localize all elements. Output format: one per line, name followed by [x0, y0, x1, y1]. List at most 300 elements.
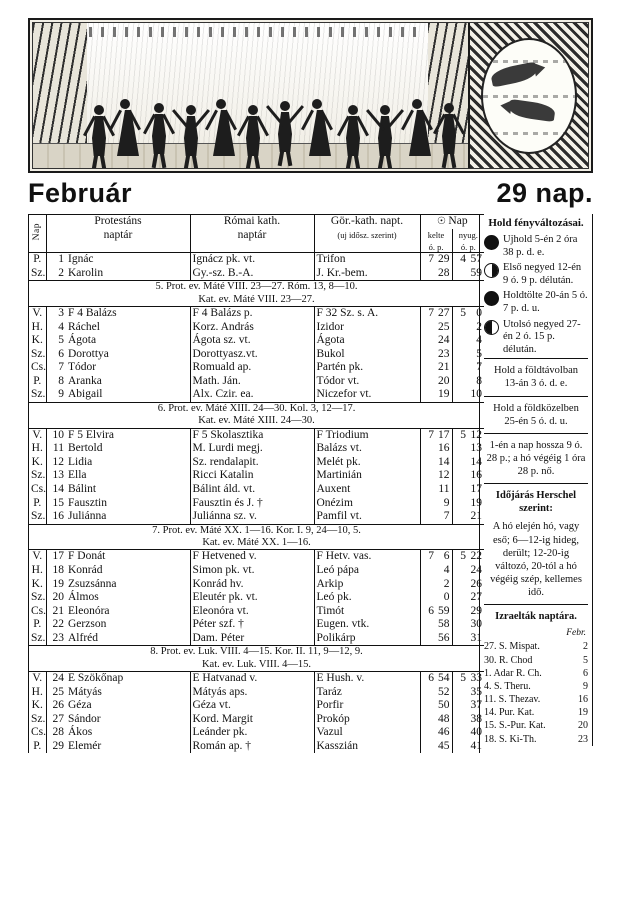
day-abbrev: K.: [29, 699, 46, 713]
weekly-lectionary-note: [29, 646, 484, 672]
sunrise-hour: [420, 699, 436, 713]
roman-name: Kord. Margit: [190, 713, 314, 727]
israelite-entry-label: 27. S. Mispat.: [484, 641, 540, 653]
day-number: 17: [46, 550, 66, 564]
israelite-calendar-row: [484, 719, 588, 732]
roman-name: Math. Ján.: [190, 375, 314, 389]
header-sunrise: kelte: [420, 229, 452, 243]
day-number: 10: [46, 428, 66, 442]
moon-phase-row: [484, 234, 588, 259]
sunrise-hour: [420, 713, 436, 727]
sunset-minute: 41: [470, 739, 483, 752]
sunrise-minute: 19: [436, 388, 452, 402]
sunrise-hour: [420, 632, 436, 646]
israelite-entry-value: 5: [583, 654, 588, 666]
greek-name: F 32 Sz. s. A.: [314, 307, 420, 321]
sunset-hour: 5: [452, 672, 468, 686]
israelite-entry-value: 16: [578, 694, 588, 706]
greek-name: F Triodium: [314, 428, 420, 442]
greek-name: E Hush. v.: [314, 672, 420, 686]
day-abbrev: V.: [29, 307, 46, 321]
protestant-name: F 5 Elvira: [66, 428, 190, 442]
table-row: [29, 334, 484, 348]
header-illustration: [28, 18, 593, 173]
month-title-row: [28, 178, 593, 209]
table-row: [29, 740, 484, 754]
fish-icon: [490, 61, 539, 87]
sunset-minute: 38: [470, 712, 483, 725]
first-quarter-icon: [484, 263, 499, 278]
sunset-hour: [452, 713, 468, 727]
table-row: [29, 713, 484, 727]
day-abbrev: V.: [29, 672, 46, 686]
sunset-hour: 4: [460, 253, 466, 266]
israelite-calendar-row: [484, 654, 588, 667]
sunset-hour: [452, 632, 468, 646]
sunrise-hour: 7: [420, 307, 436, 321]
table-row: [29, 375, 484, 389]
sunset-hour: [452, 469, 468, 483]
sunrise-minute: 48: [436, 713, 452, 727]
israelite-entry-value: 6: [583, 667, 588, 679]
day-number: 2: [58, 266, 64, 279]
day-number: 11: [52, 442, 64, 455]
israelite-title: Izraelták naptára.: [495, 611, 577, 623]
sunset-hour: [452, 267, 468, 281]
roman-name: Konrád hv.: [190, 578, 314, 592]
weather-title: Időjárás Herschel szerint:: [495, 490, 577, 515]
sunset-minute: 29: [470, 604, 483, 617]
sunrise-hour: [420, 456, 436, 470]
sunrise-minute: 9: [436, 497, 452, 511]
new-moon-icon: [484, 235, 499, 250]
greek-name: Leó pk.: [314, 591, 420, 605]
sunset-minute: 22: [468, 550, 484, 564]
table-header-row-2: [29, 229, 484, 243]
zodiac-disc: [481, 38, 577, 154]
protestant-name: Konrád: [66, 564, 190, 578]
sunrise-minute: 20: [436, 375, 452, 389]
sunrise-minute: 23: [436, 348, 452, 362]
day-abbrev: Sz.: [29, 510, 46, 524]
sunrise-minute: 16: [436, 442, 452, 456]
roman-name: Ricci Katalin: [190, 469, 314, 483]
protestant-name: Ella: [66, 469, 190, 483]
greek-name: F Hetv. vas.: [314, 550, 420, 564]
day-number: 18: [52, 563, 64, 576]
sunrise-minute: 0: [436, 591, 452, 605]
israelite-entry-value: 20: [578, 720, 588, 732]
greek-name: Ágota: [314, 334, 420, 348]
day-number: 27: [52, 712, 64, 725]
protestant-name: Dorottya: [66, 348, 190, 362]
israelite-entry-label: 15. S.-Pur. Kat.: [484, 720, 546, 732]
greek-name: Timót: [314, 605, 420, 619]
sidebar: [480, 214, 593, 746]
protestant-name: Zsuzsánna: [66, 578, 190, 592]
weekly-lectionary-note: [29, 281, 484, 307]
sunset-minute: 40: [470, 726, 483, 739]
weather-text: A hó elején hó, vagy eső; 6—12-ig hideg, derült; 12-20-ig változó, 20-tól a hó végéig szép, kellemes idő.: [490, 521, 582, 599]
sunset-minute: 37: [470, 699, 483, 712]
roman-name: Ignácz pk. vt.: [190, 253, 314, 267]
greek-name: Niczefor vt.: [314, 388, 420, 402]
sunset-minute: 13: [470, 442, 483, 455]
sunset-hour: [452, 456, 468, 470]
roman-name: Fausztin és J. †: [190, 497, 314, 511]
roman-name: Juliánna sz. v.: [190, 510, 314, 524]
protestant-name: Aranka: [66, 375, 190, 389]
day-abbrev: Sz.: [29, 632, 46, 646]
header-nap: Nap: [29, 215, 46, 253]
header-greek: Gör.-kath. napt.: [314, 215, 420, 229]
protestant-name: Ráchel: [66, 321, 190, 335]
sunset-minute: 12: [468, 428, 484, 442]
protestant-name: Abigail: [66, 388, 190, 402]
sunrise-minute: 24: [436, 334, 452, 348]
sunset-minute: 14: [470, 455, 483, 468]
sunset-hour: [452, 375, 468, 389]
sunset-hour: [452, 388, 468, 402]
sunrise-hour: 7: [420, 550, 436, 564]
day-number: 26: [52, 699, 64, 712]
header-sun: ☉ Nap: [436, 215, 468, 227]
header-sunrise-units: ó. p.: [420, 242, 452, 253]
header-roman-2: naptár: [190, 229, 314, 243]
table-row: [29, 348, 484, 362]
protestant-name: Bertold: [66, 442, 190, 456]
sunrise-minute: 52: [436, 686, 452, 700]
table-header-row: [29, 215, 484, 229]
moon-phase-row: [484, 262, 588, 287]
sunrise-minute: 6: [436, 550, 452, 564]
note-apogee: Hold a földtávolban 13-án 3 ó. d. e.: [494, 365, 578, 390]
protestant-name: Géza: [66, 699, 190, 713]
day-number: 23: [52, 631, 64, 644]
day-number: 28: [52, 726, 64, 739]
table-header-row-3: [29, 242, 484, 253]
moon-phase-text: Ujhold 5-én 2 óra 38 p. d. e.: [503, 234, 578, 258]
moon-phase-row: [484, 290, 588, 315]
banner-decor: [89, 27, 424, 37]
sunset-minute: 7: [476, 361, 483, 374]
roman-name: Román ap. †: [190, 740, 314, 754]
day-number: 25: [52, 685, 64, 698]
israelite-entry-value: 9: [583, 680, 588, 692]
day-abbrev: H.: [29, 686, 46, 700]
protestant-name: Lidia: [66, 456, 190, 470]
sunrise-minute: 56: [436, 632, 452, 646]
protestant-name: Sándor: [66, 713, 190, 727]
israelite-entry-value: 19: [578, 707, 588, 719]
sunset-hour: [452, 564, 468, 578]
israelite-entry-label: 4. S. Theru.: [484, 680, 531, 692]
day-abbrev: K.: [29, 456, 46, 470]
sunrise-hour: [420, 348, 436, 362]
roman-name: Ágota sz. vt.: [190, 334, 314, 348]
illustration-frame: [32, 22, 589, 169]
moon-phase-row: [484, 319, 588, 357]
sunrise-minute: 2: [436, 578, 452, 592]
day-abbrev: H.: [29, 321, 46, 335]
day-number: 9: [58, 388, 64, 401]
protestant-name: Ágota: [66, 334, 190, 348]
roman-name: Dam. Péter: [190, 632, 314, 646]
table-row: [29, 632, 484, 646]
roman-name: Géza vt.: [190, 699, 314, 713]
israelite-entry-label: 1. Adar R. Ch.: [484, 667, 542, 679]
header-protestant-2: naptár: [46, 229, 190, 243]
table-row: [29, 605, 484, 619]
table-row: [29, 497, 484, 511]
sunset-minute: 33: [468, 672, 484, 686]
israelite-calendar-row: [484, 706, 588, 719]
israelite-entry-label: 30. R. Chod: [484, 654, 533, 666]
note-perigee: Hold a földközelben 25-én 5 ó. d. u.: [493, 402, 579, 427]
table-row: [29, 591, 484, 605]
day-number: 14: [52, 482, 64, 495]
sunset-minute: 17: [470, 482, 483, 495]
header-protestant: Protestáns: [46, 215, 190, 229]
sunset-minute: 16: [470, 469, 483, 482]
header-greek-note: (uj idősz. szerint): [314, 229, 420, 243]
protestant-name: Álmos: [66, 591, 190, 605]
full-moon-icon: [484, 291, 499, 306]
table-row: [29, 442, 484, 456]
israelite-calendar-row: [484, 667, 588, 680]
sunset-minute: 26: [470, 577, 483, 590]
greek-name: Arkip: [314, 578, 420, 592]
greek-name: Kasszián: [314, 740, 420, 754]
sunset-minute: 27: [470, 591, 483, 604]
moon-phases-title: Hold fényváltozásai.: [488, 217, 584, 229]
sunrise-hour: [420, 510, 436, 524]
protestant-name: Fausztin: [66, 497, 190, 511]
israelite-entry-label: 11. S. Thezav.: [484, 694, 541, 706]
day-abbrev: K.: [29, 334, 46, 348]
sunrise-minute: 12: [436, 469, 452, 483]
sunrise-hour: 6: [428, 604, 434, 617]
sunset-minute: 31: [470, 631, 483, 644]
day-abbrev: K.: [29, 578, 46, 592]
protestant-name: Bálint: [66, 483, 190, 497]
roman-name: Mátyás aps.: [190, 686, 314, 700]
header-roman: Római kath.: [190, 215, 314, 229]
day-abbrev: H.: [29, 442, 46, 456]
israelite-calendar-row: [484, 680, 588, 693]
protestant-name: Gerzson: [66, 618, 190, 632]
greek-name: Tódor vt.: [314, 375, 420, 389]
sunrise-minute: 54: [436, 672, 452, 686]
greek-name: Auxent: [314, 483, 420, 497]
protestant-name: Elemér: [66, 740, 190, 754]
sunrise-hour: [420, 361, 436, 375]
israelite-calendar-list: [484, 640, 588, 746]
protestant-name: Eleonóra: [66, 605, 190, 619]
sunset-minute: 2: [476, 320, 483, 333]
day-number: 12: [52, 455, 64, 468]
sunrise-minute: 59: [436, 605, 452, 619]
roman-name: Sz. rendalapit.: [190, 456, 314, 470]
israelite-entry-label: 14. Pur. Kat.: [484, 707, 535, 719]
sunrise-hour: 7: [420, 428, 436, 442]
greek-name: Bukol: [314, 348, 420, 362]
sunset-hour: [452, 510, 468, 524]
sunrise-hour: [420, 388, 436, 402]
calendar-table-wrap: [28, 214, 483, 753]
greek-name: Eugen. vtk.: [314, 618, 420, 632]
sunset-hour: [452, 699, 468, 713]
sunrise-minute: 50: [436, 699, 452, 713]
sunset-hour: 5: [452, 307, 468, 321]
day-number: 24: [46, 672, 66, 686]
page-title: Február: [28, 178, 133, 208]
sunset-hour: [452, 334, 468, 348]
day-number: 7: [58, 361, 64, 374]
ballroom-scene: [33, 23, 468, 168]
day-abbrev: Cs.: [31, 604, 47, 617]
sunset-minute: 4: [476, 334, 483, 347]
day-number: 19: [52, 577, 64, 590]
day-abbrev: P.: [29, 618, 46, 632]
calendar-body: [29, 253, 484, 754]
day-number: 22: [52, 618, 64, 631]
roman-name: F 4 Balázs p.: [190, 307, 314, 321]
pisces-medallion: [468, 23, 588, 168]
day-abbrev: P.: [29, 740, 46, 754]
sunrise-hour: [420, 497, 436, 511]
sunrise-hour: [420, 469, 436, 483]
protestant-name: Tódor: [66, 361, 190, 375]
sunrise-minute: 14: [436, 456, 452, 470]
table-row: [29, 388, 484, 402]
sunset-hour: 5: [452, 428, 468, 442]
sunrise-minute: 21: [436, 361, 452, 375]
greek-name: Vazul: [314, 726, 420, 740]
sunset-minute: 57: [470, 253, 483, 266]
day-abbrev: Sz.: [29, 267, 46, 281]
sunset-minute: 24: [470, 563, 483, 576]
table-row: [29, 483, 484, 497]
greek-name: Pamfil vt.: [314, 510, 420, 524]
sunrise-hour: [420, 740, 436, 754]
day-number: 5: [58, 334, 64, 347]
sunset-minute: 10: [470, 388, 483, 401]
day-number: 16: [52, 510, 64, 523]
sunrise-hour: [420, 334, 436, 348]
table-row: [29, 456, 484, 470]
table-row: [29, 361, 484, 375]
sunset-minute: 8: [476, 374, 483, 387]
sunset-hour: [452, 348, 468, 362]
table-row: [29, 321, 484, 335]
roman-name: Korz. András: [190, 321, 314, 335]
day-number: 21: [52, 604, 64, 617]
israelite-entry-value: 2: [583, 641, 588, 653]
greek-name: Prokóp: [314, 713, 420, 727]
roman-name: Eleutér pk. vt.: [190, 591, 314, 605]
roman-name: Romuald ap.: [190, 361, 314, 375]
sunset-minute: 21: [470, 510, 483, 523]
day-number: 29: [52, 739, 64, 752]
sunset-minute: 5: [476, 347, 483, 360]
sunset-hour: 5: [452, 550, 468, 564]
greek-name: Taráz: [314, 686, 420, 700]
sunrise-minute: 27: [436, 307, 452, 321]
sunrise-minute: 25: [436, 321, 452, 335]
sunset-hour: [452, 483, 468, 497]
roman-name: E Hatvanad v.: [190, 672, 314, 686]
sunset-hour: [452, 726, 468, 740]
sunrise-hour: [420, 578, 436, 592]
month-day-count: 29 nap.: [496, 178, 593, 208]
day-abbrev: V.: [29, 550, 46, 564]
greek-name: Martinián: [314, 469, 420, 483]
protestant-name: Alfréd: [66, 632, 190, 646]
table-row: [29, 672, 484, 686]
header-sunset-units: ó. p.: [460, 242, 476, 253]
sunrise-minute: 46: [436, 726, 452, 740]
israelite-calendar-row: [484, 640, 588, 653]
day-abbrev: V.: [29, 428, 46, 442]
sunset-hour: [452, 605, 468, 619]
israelite-entry-label: 18. S. Ki-Th.: [484, 733, 537, 745]
day-abbrev: Sz.: [29, 388, 46, 402]
day-abbrev: Cs.: [31, 361, 47, 374]
sunset-hour: [452, 686, 468, 700]
sunset-minute: 30: [470, 618, 483, 631]
table-row: [29, 307, 484, 321]
sunset-minute: 59: [470, 266, 483, 279]
roman-name: F Hetvened v.: [190, 550, 314, 564]
roman-name: Leánder pk.: [190, 726, 314, 740]
protestant-name: Ákos: [66, 726, 190, 740]
day-number: 8: [58, 374, 64, 387]
day-abbrev: Cs.: [31, 726, 47, 739]
israelite-calendar-row: [484, 733, 588, 746]
sunset-hour: [452, 361, 468, 375]
note-day-length: 1-én a nap hossza 9 ó. 28 p.; a hó végéig 1 óra 28 p. nő.: [486, 439, 586, 478]
day-number: 6: [58, 347, 64, 360]
roman-name: F 5 Skolasztika: [190, 428, 314, 442]
table-row: [29, 510, 484, 524]
day-number: 15: [52, 496, 64, 509]
greek-name: Leó pápa: [314, 564, 420, 578]
day-abbrev: H.: [29, 564, 46, 578]
roman-name: Dorottyasz.vt.: [190, 348, 314, 362]
moon-phase-text: Utolsó negyed 27-én 2 ó. 15 p. délután.: [503, 318, 581, 355]
roman-name: Péter szf. †: [190, 618, 314, 632]
day-number: 1: [58, 253, 64, 266]
weekly-lectionary-note: [29, 524, 484, 550]
greek-name: Balázs vt.: [314, 442, 420, 456]
day-abbrev: Sz.: [31, 469, 46, 482]
roman-name: Simon pk. vt.: [190, 564, 314, 578]
table-row: [29, 726, 484, 740]
fish-icon: [508, 98, 556, 121]
table-row: [29, 253, 484, 267]
sunset-minute: 0: [468, 307, 484, 321]
moon-phase-text: Holdtölte 20-án 5 ó. 7 p. d. u.: [503, 290, 588, 314]
lectionary-text: 5. Prot. ev. Máté VIII. 23—27. Róm. 13, 8—10. Kat. ev. Máté VIII. 23—27.: [29, 281, 484, 307]
sunrise-hour: [420, 321, 436, 335]
table-row: [29, 699, 484, 713]
greek-name: Melét pk.: [314, 456, 420, 470]
header-sunset: nyug.: [458, 230, 478, 241]
sunset-hour: [452, 497, 468, 511]
protestant-name: Mátyás: [66, 686, 190, 700]
roman-name: Gy.-sz. B.-A.: [190, 267, 314, 281]
